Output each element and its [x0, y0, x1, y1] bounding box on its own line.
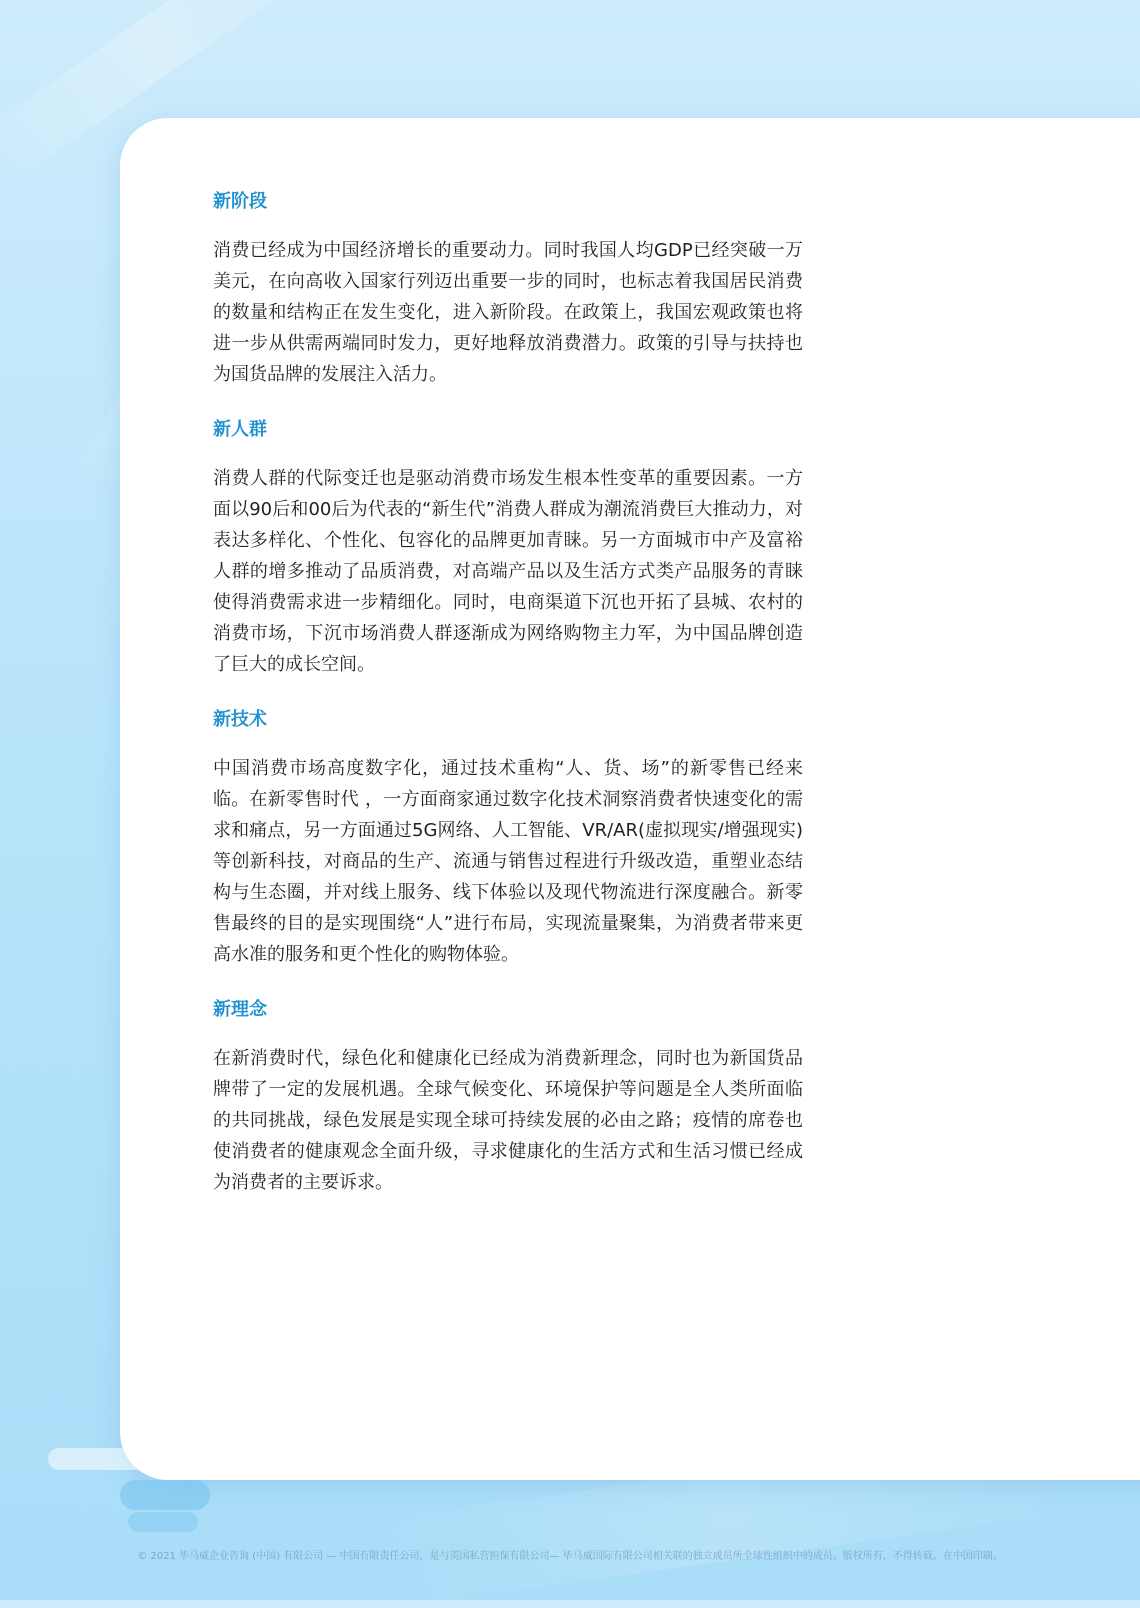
article-content [213, 188, 803, 1224]
section-paragraph: 在新消费时代，绿色化和健康化已经成为消费新理念，同时也为新国货品牌带了一定的发展机遇。全球气候变化、环境保护等问题是全人类所面临的共同挑战，绿色发展是实现全球可持续发展的必由之路；疫情的席卷也使消费者的健康观念全面升级，寻求健康化的生活方式和生活习惯已经成为消费者的主要诉求。 [213, 1048, 803, 1193]
section-paragraph: 中国消费市场高度数字化，通过技术重构“人、货、场”的新零售已经来临。在新零售时代 ，一方面商家通过数字化技术洞察消费者快速变化的需求和痛点，另一方面通过5G网络、人工智能、VR/AR(虚拟现实/增强现实)等创新科技，对商品的生产、流通与销售过程进行升级改造，重塑业态结构与生态圈，并对线上服务、线下体验以及现代物流进行深度融合。新零售最终的目的是实现围绕“人”进行布局，实现流量聚集，为消费者带来更高水准的服务和更个性化的购物体验。 [213, 758, 803, 965]
section-new-stage [213, 188, 803, 390]
section-paragraph: 消费已经成为中国经济增长的重要动力。同时我国人均GDP已经突破一万美元，在向高收入国家行列迈出重要一步的同时，也标志着我国居民消费的数量和结构正在发生变化，进入新阶段。在政策上，我国宏观政策也将进一步从供需两端同时发力，更好地释放消费潜力。政策的引导与扶持也为国货品牌的发展注入活力。 [213, 240, 803, 385]
section-paragraph: 消费人群的代际变迁也是驱动消费市场发生根本性变革的重要因素。一方面以90后和00后为代表的“新生代”消费人群成为潮流消费巨大推动力，对表达多样化、个性化、包容化的品牌更加青睐。另一方面城市中产及富裕人群的增多推动了品质消费，对高端产品以及生活方式类产品服务的青睐使得消费需求进一步精细化。同时，电商渠道下沉也开拓了县城、农村的消费市场，下沉市场消费人群逐渐成为网络购物主力军，为中国品牌创造了巨大的成长空间。 [213, 468, 803, 675]
section-new-concept [213, 996, 803, 1198]
cloud-decoration [120, 1480, 210, 1510]
section-title: 新理念 [213, 999, 267, 1020]
copyright-footer: © 2021 毕马威企业咨询 (中国) 有限公司 — 中国有限责任公司，是与英国私营担保有限公司— 毕马威国际有限公司相关联的独立成员所全球性组织中的成员。版权所有，不得转载。在中国印刷。 [137, 1551, 1003, 1562]
section-new-technology [213, 706, 803, 970]
cloud-decoration [128, 1512, 198, 1532]
section-title: 新技术 [213, 709, 267, 730]
section-title: 新人群 [213, 419, 267, 440]
section-new-population [213, 416, 803, 680]
section-title: 新阶段 [213, 191, 267, 212]
cloud-decoration [48, 1448, 258, 1470]
